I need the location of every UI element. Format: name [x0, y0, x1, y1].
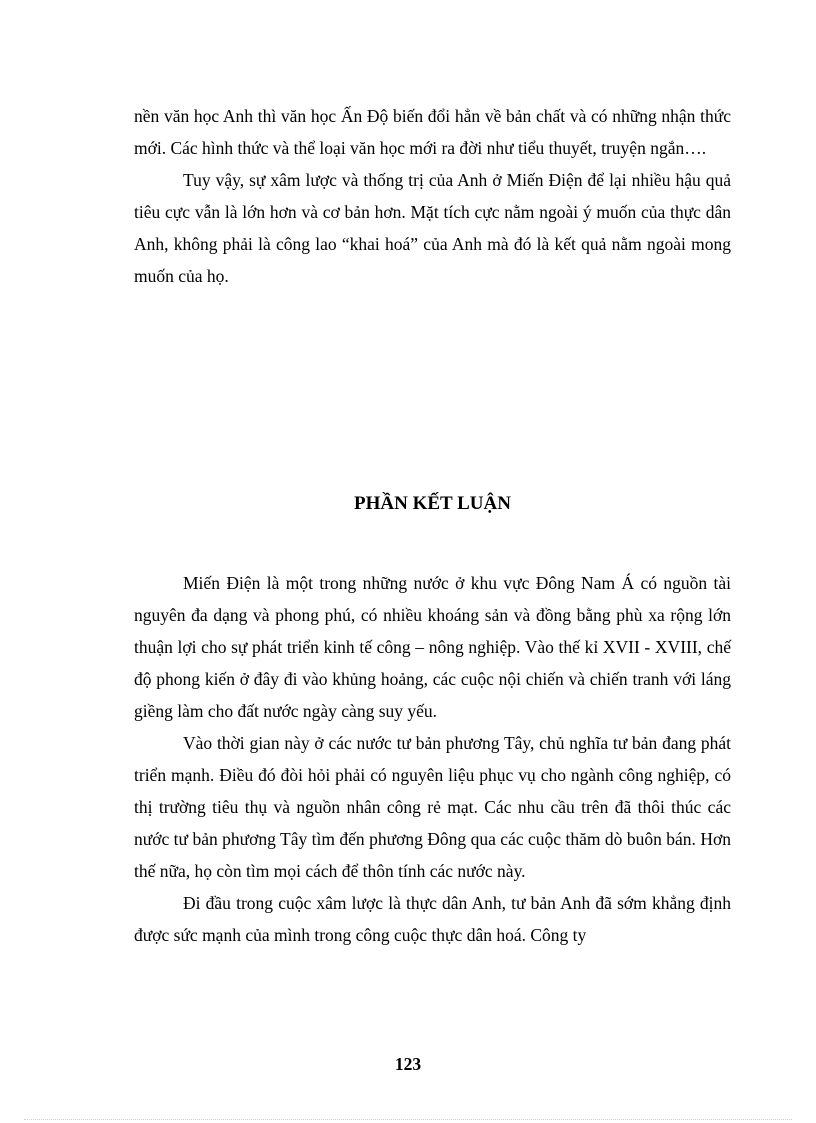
paragraph-conclusion-2: Vào thời gian này ở các nước tư bản phương Tây, chủ nghĩa tư bản đang phát triển mạnh. Điều đó đòi hỏi phải có nguyên liệu phục vụ cho ngành công nghiệp, có thị trường tiêu thụ và nguồn nhân công rẻ mạt. Các nhu cầu trên đã thôi thúc các nước tư bản phương Tây tìm đến phương Đông qua các cuộc thăm dò buôn bán. Hơn thế nữa, họ còn tìm mọi cách để thôn tính các nước này.	[134, 733, 731, 881]
continuation-text	[134, 100, 731, 292]
paragraph-continuation-2: Tuy vậy, sự xâm lược và thống trị của Anh ở Miến Điện để lại nhiều hậu quả tiêu cực vẫn là lớn hơn và cơ bản hơn. Mặt tích cực nằm ngoài ý muốn của thực dân Anh, không phải là công lao “khai hoá” của Anh mà đó là kết quả nằm ngoài mong muốn của họ.	[134, 170, 731, 286]
page-number: 123	[394, 1054, 422, 1074]
paragraph-conclusion-1: Miến Điện là một trong những nước ở khu vực Đông Nam Á có nguồn tài nguyên đa dạng và phong phú, có nhiều khoáng sản và đồng bằng phù xa rộng lớn thuận lợi cho sự phát triển kinh tế công – nông nghiệp. Vào thế kỉ XVII - XVIII, chế độ phong kiến ở đây đi vào khủng hoảng, các cuộc nội chiến và chiến tranh với láng giềng làm cho đất nước ngày càng suy yếu.	[134, 573, 731, 721]
section-title: PHẦN KẾT LUẬN	[354, 493, 511, 514]
paragraph-continuation-1: nền văn học Anh thì văn học Ấn Độ biến đổi hẳn về bản chất và có những nhận thức mới. Các hình thức và thể loại văn học mới ra đời như tiểu thuyết, truyện ngắn….	[134, 106, 731, 158]
paragraph-conclusion-3: Đi đầu trong cuộc xâm lược là thực dân Anh, tư bản Anh đã sớm khẳng định được sức mạnh của mình trong công cuộc thực dân hoá. Công ty	[134, 893, 731, 945]
conclusion-text	[134, 567, 731, 951]
page-bottom-rule	[24, 1119, 792, 1120]
